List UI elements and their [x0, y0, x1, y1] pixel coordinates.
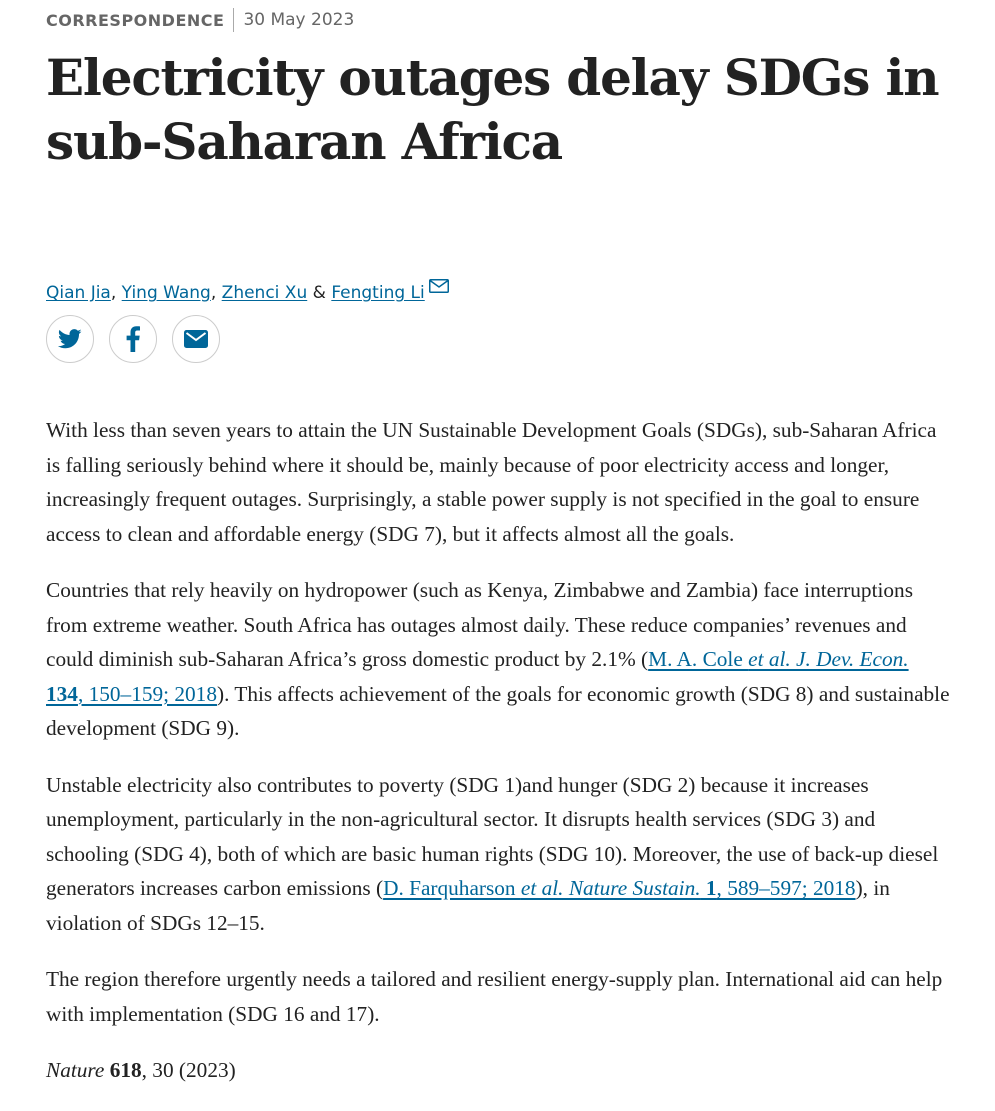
- email-icon: [184, 330, 208, 348]
- author-link[interactable]: Qian Jia: [46, 283, 111, 303]
- share-buttons: [46, 315, 951, 363]
- article-type: CORRESPONDENCE: [46, 10, 225, 30]
- twitter-icon: [58, 329, 82, 349]
- share-facebook-button[interactable]: [109, 315, 157, 363]
- author-link[interactable]: Zhenci Xu: [221, 283, 308, 303]
- mail-icon[interactable]: [429, 276, 449, 300]
- article-body: [46, 413, 951, 1088]
- ref-journal: et al. Nature Sustain.: [520, 876, 701, 900]
- ref-pages: , 589–597; 2018: [716, 876, 856, 900]
- author-separator: &: [307, 283, 332, 303]
- citation-journal: Nature: [46, 1058, 105, 1082]
- article-title: Electricity outages delay SDGs in sub-Saharan Africa: [46, 48, 939, 171]
- citation-volume: 618: [109, 1058, 142, 1082]
- ref-author: D. Farquharson: [383, 876, 521, 900]
- citation-rest: , 30 (2023): [141, 1058, 236, 1082]
- ref-pages: , 150–159; 2018: [77, 681, 217, 706]
- citation: [46, 1053, 951, 1088]
- author-link[interactable]: Fengting Li: [331, 283, 425, 303]
- paragraph-text: ). This affects achievement of the goals for economic growth (SDG 8) and sustainable development (SDG 9).: [46, 681, 950, 740]
- ref-journal: et al. J. Dev. Econ.: [748, 647, 909, 671]
- share-email-button[interactable]: [172, 315, 220, 363]
- ref-volume: 134: [46, 681, 78, 706]
- article: [46, 0, 951, 1088]
- author-separator: ,: [210, 283, 222, 303]
- paragraph-text: Countries that rely heavily on hydropower (such as Kenya, Zimbabwe and Zambia) face interruptions from extreme weather. South Africa has outages almost daily. These reduce companies’ revenues and could diminish sub-Saharan Africa’s gross domestic product by 2.1% (: [46, 578, 913, 671]
- paragraph: [46, 573, 951, 746]
- author-separator: ,: [110, 283, 122, 303]
- reference-link[interactable]: [383, 876, 855, 900]
- paragraph: [46, 768, 951, 941]
- share-twitter-button[interactable]: [46, 315, 94, 363]
- paragraph-text: ), in violation of SDGs 12–15.: [46, 876, 890, 935]
- author-list: [46, 281, 951, 305]
- meta-divider: [233, 8, 234, 32]
- ref-volume: 1: [700, 876, 717, 900]
- paragraph-text: Unstable electricity also contributes to poverty (SDG 1)and hunger (SDG 2) because it increases unemployment, particularly in the non-agricultural sector. It disrupts health services (SDG 3) and schooling (SDG 4), both of which are basic human rights (SDG 10). Moreover, the use of back-up diesel generators increases carbon emissions (: [46, 772, 939, 900]
- author-link[interactable]: Ying Wang: [121, 283, 211, 303]
- publish-date: 30 May 2023: [243, 10, 355, 30]
- paragraph: The region therefore urgently needs a tailored and resilient energy-supply plan. International aid can help with implementation (SDG 16 and 17).: [46, 967, 943, 1026]
- ref-author: M. A. Cole: [648, 647, 749, 671]
- paragraph: With less than seven years to attain the UN Sustainable Development Goals (SDGs), sub-Saharan Africa is falling seriously behind where it should be, mainly because of poor electricity access and longer, increasingly frequent outages. Surprisingly, a stable power supply is not specified in the goal to ensure access to clean and affordable energy (SDG 7), but it affects almost all the goals.: [46, 418, 937, 546]
- article-meta: [46, 8, 951, 32]
- facebook-icon: [126, 326, 140, 352]
